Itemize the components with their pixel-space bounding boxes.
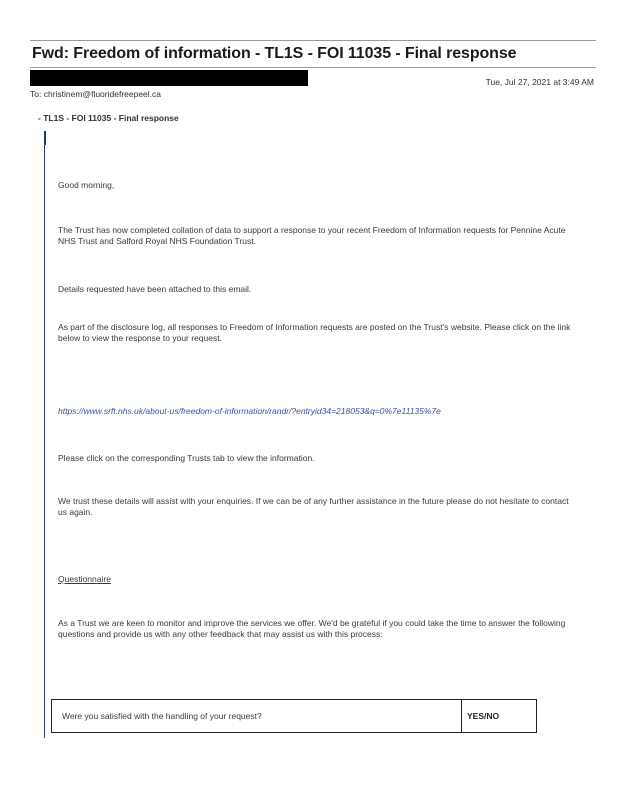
paragraph-closing: We trust these details will assist with your enquiries. If we can be of any further assistance in the future please do not hesitate to contact us again. [58,496,569,517]
recipient-line [30,89,161,99]
email-date: Tue, Jul 27, 2021 at 3:49 AM [485,77,594,87]
to-label: To: [30,89,42,99]
paragraph-questionnaire: As a Trust we are keen to monitor and improve the services we offer. We'd be grateful if you could take the time to answer the following questions and provide us with any other feedback that may assist us with this process: [58,618,566,639]
quote-bar [44,132,45,738]
paragraph-attachment: Details requested have been attached to this email. [58,284,252,294]
paragraph-disclosure-log: As part of the disclosure log, all responses to Freedom of Information requests are posted on the Trust's website. Please click on the link below to view the response to your request. [58,322,571,343]
response-link[interactable]: https://www.srft.nhs.uk/about-us/freedom-of-information/randr/?entryid34=218053&q=0%7e11135%7e [58,406,441,416]
recipient-address[interactable]: christinem@fluoridefreepeel.ca [43,89,162,99]
quoted-subject: - TL1S - FOI 11035 - Final response [38,113,179,123]
greeting: Good morning, [58,180,115,190]
email-subject: Fwd: Freedom of information - TL1S - FOI 11035 - Final response [32,45,517,62]
feedback-question: Were you satisfied with the handling of your request? [52,700,462,732]
questionnaire-heading: Questionnaire [58,574,111,584]
feedback-table [51,699,537,733]
redacted-sender-bar [30,70,308,86]
paragraph-trusts-tab: Please click on the corresponding Trusts tab to view the information. [58,453,315,463]
feedback-answer: YES/NO [467,711,500,721]
paragraph-completion: The Trust has now completed collation of data to support a response to your recent Freedom of Information requests for Pennine Acute NHS Trust and Salford Royal NHS Foundation Trust. [58,225,566,246]
subject-divider [30,67,596,68]
header-top-rule [30,40,596,41]
